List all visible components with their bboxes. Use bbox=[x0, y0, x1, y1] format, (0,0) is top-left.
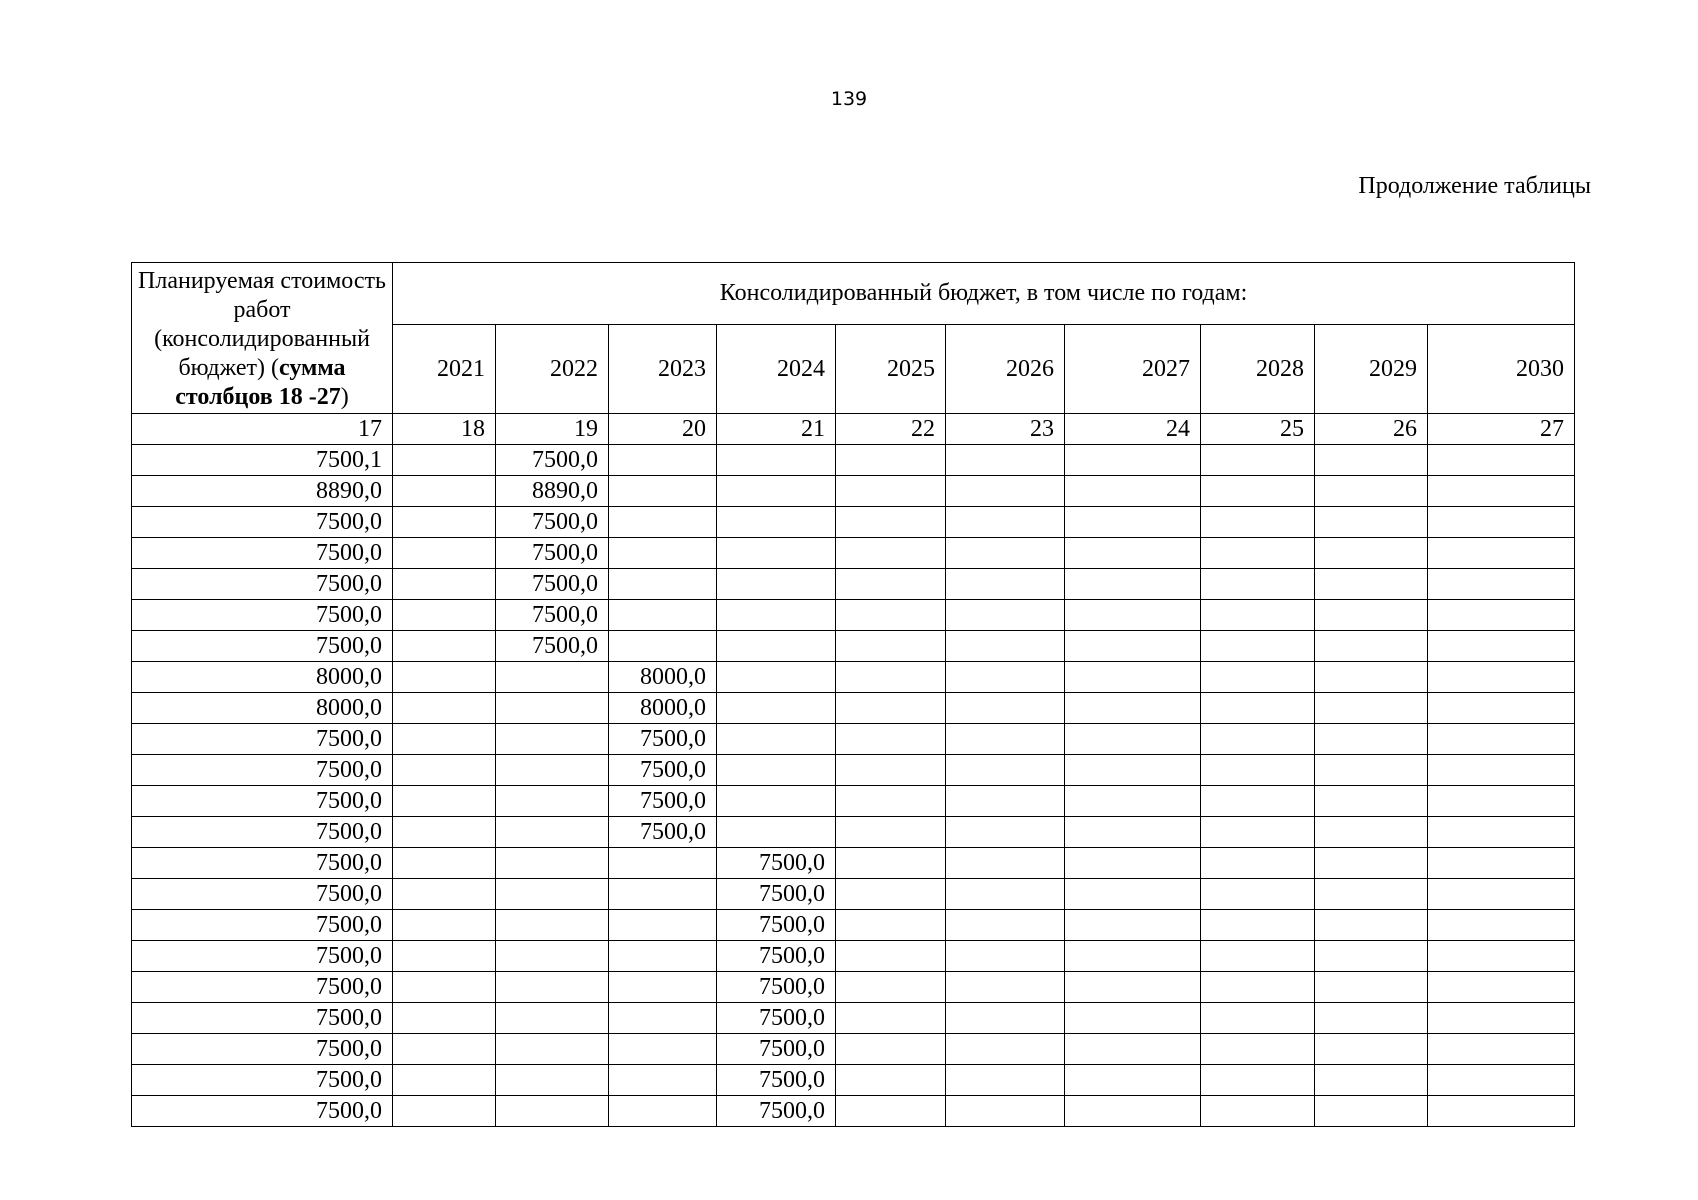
year-amount-cell bbox=[946, 879, 1065, 910]
year-amount-cell bbox=[393, 445, 496, 476]
year-amount-cell bbox=[1428, 879, 1575, 910]
year-amount-cell bbox=[1315, 755, 1428, 786]
year-amount-cell bbox=[393, 910, 496, 941]
table-row bbox=[132, 1096, 1575, 1127]
year-amount-cell: 7500,0 bbox=[717, 1003, 836, 1034]
year-amount-cell bbox=[836, 1003, 946, 1034]
year-amount-cell: 7500,0 bbox=[717, 1096, 836, 1127]
year-amount-cell bbox=[717, 724, 836, 755]
year-amount-cell bbox=[609, 507, 717, 538]
year-amount-cell: 7500,0 bbox=[717, 1034, 836, 1065]
year-amount-cell bbox=[1201, 910, 1315, 941]
year-amount-cell bbox=[1315, 600, 1428, 631]
table-row bbox=[132, 879, 1575, 910]
year-amount-cell bbox=[393, 476, 496, 507]
table-row bbox=[132, 600, 1575, 631]
year-header: 2029 bbox=[1315, 325, 1428, 414]
year-amount-cell bbox=[496, 848, 609, 879]
year-header: 2030 bbox=[1428, 325, 1575, 414]
year-amount-cell bbox=[1065, 631, 1201, 662]
table-row bbox=[132, 507, 1575, 538]
year-amount-cell bbox=[946, 724, 1065, 755]
year-header: 2023 bbox=[609, 325, 717, 414]
year-amount-cell bbox=[1065, 941, 1201, 972]
year-amount-cell: 8000,0 bbox=[609, 693, 717, 724]
year-amount-cell: 7500,0 bbox=[717, 848, 836, 879]
planned-cost-cell: 7500,0 bbox=[132, 724, 393, 755]
year-amount-cell bbox=[1201, 941, 1315, 972]
year-amount-cell bbox=[1065, 817, 1201, 848]
year-amount-cell bbox=[1201, 848, 1315, 879]
year-amount-cell bbox=[1315, 941, 1428, 972]
year-amount-cell bbox=[393, 879, 496, 910]
year-header: 2021 bbox=[393, 325, 496, 414]
planned-cost-cell: 7500,1 bbox=[132, 445, 393, 476]
year-amount-cell bbox=[1428, 1003, 1575, 1034]
table-row bbox=[132, 972, 1575, 1003]
year-amount-cell bbox=[1428, 538, 1575, 569]
year-amount-cell bbox=[1315, 1003, 1428, 1034]
year-amount-cell bbox=[1428, 662, 1575, 693]
year-amount-cell bbox=[393, 693, 496, 724]
year-amount-cell bbox=[1315, 972, 1428, 1003]
year-amount-cell: 8890,0 bbox=[496, 476, 609, 507]
year-amount-cell: 7500,0 bbox=[717, 879, 836, 910]
table-row bbox=[132, 1034, 1575, 1065]
year-amount-cell bbox=[1065, 786, 1201, 817]
year-amount-cell bbox=[836, 786, 946, 817]
year-amount-cell bbox=[836, 631, 946, 662]
year-amount-cell bbox=[1428, 941, 1575, 972]
year-header: 2026 bbox=[946, 325, 1065, 414]
year-amount-cell bbox=[717, 755, 836, 786]
year-amount-cell bbox=[836, 538, 946, 569]
year-amount-cell bbox=[836, 1096, 946, 1127]
year-amount-cell bbox=[1201, 538, 1315, 569]
year-amount-cell bbox=[946, 631, 1065, 662]
year-amount-cell bbox=[836, 848, 946, 879]
year-amount-cell bbox=[1315, 1096, 1428, 1127]
year-amount-cell bbox=[1065, 879, 1201, 910]
table-row bbox=[132, 569, 1575, 600]
year-amount-cell bbox=[836, 817, 946, 848]
year-amount-cell bbox=[1428, 786, 1575, 817]
year-amount-cell bbox=[946, 569, 1065, 600]
column-number: 23 bbox=[946, 414, 1065, 445]
year-amount-cell bbox=[717, 662, 836, 693]
year-amount-cell: 7500,0 bbox=[717, 1065, 836, 1096]
year-amount-cell bbox=[1065, 972, 1201, 1003]
year-amount-cell: 7500,0 bbox=[609, 817, 717, 848]
year-amount-cell bbox=[609, 972, 717, 1003]
year-amount-cell bbox=[609, 879, 717, 910]
year-amount-cell bbox=[609, 910, 717, 941]
year-amount-cell bbox=[496, 724, 609, 755]
year-amount-cell: 7500,0 bbox=[496, 507, 609, 538]
year-amount-cell bbox=[393, 1065, 496, 1096]
year-amount-cell: 7500,0 bbox=[496, 600, 609, 631]
year-amount-cell bbox=[1065, 507, 1201, 538]
year-amount-cell bbox=[1201, 1065, 1315, 1096]
year-amount-cell bbox=[1315, 662, 1428, 693]
year-amount-cell bbox=[1065, 910, 1201, 941]
year-amount-cell bbox=[1428, 476, 1575, 507]
year-amount-cell bbox=[946, 848, 1065, 879]
year-amount-cell bbox=[609, 1096, 717, 1127]
table-row bbox=[132, 848, 1575, 879]
year-amount-cell bbox=[717, 476, 836, 507]
table-row bbox=[132, 724, 1575, 755]
year-amount-cell bbox=[1201, 1096, 1315, 1127]
planned-cost-cell: 7500,0 bbox=[132, 755, 393, 786]
year-amount-cell bbox=[717, 786, 836, 817]
year-amount-cell bbox=[1428, 507, 1575, 538]
year-amount-cell bbox=[1201, 507, 1315, 538]
planned-cost-cell: 7500,0 bbox=[132, 1003, 393, 1034]
year-amount-cell bbox=[1315, 786, 1428, 817]
year-amount-cell bbox=[836, 755, 946, 786]
year-amount-cell bbox=[836, 1034, 946, 1065]
year-header: 2028 bbox=[1201, 325, 1315, 414]
year-amount-cell bbox=[393, 1003, 496, 1034]
year-amount-cell bbox=[1065, 848, 1201, 879]
year-amount-cell bbox=[946, 817, 1065, 848]
year-amount-cell: 7500,0 bbox=[609, 755, 717, 786]
year-amount-cell bbox=[1201, 972, 1315, 1003]
planned-cost-cell: 7500,0 bbox=[132, 848, 393, 879]
planned-cost-cell: 7500,0 bbox=[132, 1096, 393, 1127]
table-row bbox=[132, 476, 1575, 507]
column-number: 17 bbox=[132, 414, 393, 445]
year-amount-cell bbox=[496, 1003, 609, 1034]
year-amount-cell: 7500,0 bbox=[609, 786, 717, 817]
year-amount-cell: 7500,0 bbox=[496, 445, 609, 476]
year-amount-cell bbox=[1315, 507, 1428, 538]
year-amount-cell: 7500,0 bbox=[717, 941, 836, 972]
year-amount-cell bbox=[717, 445, 836, 476]
year-amount-cell bbox=[609, 1034, 717, 1065]
year-amount-cell bbox=[1065, 1003, 1201, 1034]
planned-cost-cell: 7500,0 bbox=[132, 879, 393, 910]
planned-cost-cell: 7500,0 bbox=[132, 817, 393, 848]
year-amount-cell bbox=[1428, 693, 1575, 724]
year-amount-cell bbox=[1201, 1003, 1315, 1034]
year-amount-cell bbox=[1065, 693, 1201, 724]
year-amount-cell bbox=[836, 941, 946, 972]
planned-cost-header: Планируемая стоимость работ (консолидированный бюджет) (сумма столбцов 18 -27) bbox=[132, 263, 393, 414]
year-amount-cell: 7500,0 bbox=[496, 569, 609, 600]
year-amount-cell bbox=[609, 569, 717, 600]
year-amount-cell bbox=[1315, 1065, 1428, 1096]
page-number: 139 bbox=[830, 88, 868, 110]
year-amount-cell bbox=[836, 724, 946, 755]
year-amount-cell bbox=[393, 755, 496, 786]
planned-cost-cell: 7500,0 bbox=[132, 507, 393, 538]
year-amount-cell bbox=[1065, 538, 1201, 569]
column-number: 26 bbox=[1315, 414, 1428, 445]
year-amount-cell bbox=[946, 693, 1065, 724]
year-amount-cell bbox=[1065, 662, 1201, 693]
year-amount-cell bbox=[393, 1096, 496, 1127]
year-amount-cell bbox=[946, 1096, 1065, 1127]
planned-cost-cell: 7500,0 bbox=[132, 569, 393, 600]
year-amount-cell bbox=[393, 972, 496, 1003]
year-amount-cell bbox=[717, 600, 836, 631]
year-amount-cell bbox=[946, 972, 1065, 1003]
year-amount-cell bbox=[717, 693, 836, 724]
column-number: 25 bbox=[1201, 414, 1315, 445]
year-amount-cell bbox=[946, 507, 1065, 538]
year-amount-cell bbox=[496, 693, 609, 724]
year-header: 2022 bbox=[496, 325, 609, 414]
planned-cost-cell: 7500,0 bbox=[132, 972, 393, 1003]
year-amount-cell bbox=[1065, 1096, 1201, 1127]
year-amount-cell bbox=[1315, 1034, 1428, 1065]
table-row bbox=[132, 693, 1575, 724]
year-amount-cell bbox=[496, 1096, 609, 1127]
year-amount-cell bbox=[496, 786, 609, 817]
year-amount-cell bbox=[496, 755, 609, 786]
year-amount-cell bbox=[609, 476, 717, 507]
year-amount-cell bbox=[946, 910, 1065, 941]
year-amount-cell: 7500,0 bbox=[609, 724, 717, 755]
planned-cost-cell: 7500,0 bbox=[132, 941, 393, 972]
planned-cost-header-bold: сумма столбцов 18 -27 bbox=[175, 355, 346, 410]
year-amount-cell bbox=[393, 631, 496, 662]
year-amount-cell bbox=[1315, 538, 1428, 569]
year-amount-cell bbox=[393, 538, 496, 569]
year-amount-cell bbox=[393, 941, 496, 972]
column-number: 19 bbox=[496, 414, 609, 445]
year-amount-cell bbox=[393, 724, 496, 755]
year-amount-cell bbox=[1065, 569, 1201, 600]
planned-cost-cell: 7500,0 bbox=[132, 1034, 393, 1065]
column-number: 20 bbox=[609, 414, 717, 445]
planned-cost-cell: 7500,0 bbox=[132, 910, 393, 941]
year-amount-cell: 7500,0 bbox=[496, 631, 609, 662]
year-amount-cell: 7500,0 bbox=[496, 538, 609, 569]
year-amount-cell bbox=[609, 600, 717, 631]
year-amount-cell bbox=[946, 941, 1065, 972]
year-amount-cell bbox=[1428, 569, 1575, 600]
year-amount-cell bbox=[836, 879, 946, 910]
year-amount-cell bbox=[1201, 786, 1315, 817]
year-amount-cell bbox=[717, 569, 836, 600]
year-amount-cell bbox=[946, 538, 1065, 569]
year-amount-cell bbox=[1065, 1034, 1201, 1065]
year-amount-cell bbox=[946, 600, 1065, 631]
year-amount-cell bbox=[946, 445, 1065, 476]
column-number: 27 bbox=[1428, 414, 1575, 445]
table-row bbox=[132, 1003, 1575, 1034]
year-amount-cell bbox=[836, 476, 946, 507]
year-amount-cell bbox=[1065, 600, 1201, 631]
year-amount-cell bbox=[1201, 631, 1315, 662]
year-amount-cell bbox=[1201, 879, 1315, 910]
table-row bbox=[132, 445, 1575, 476]
planned-cost-cell: 7500,0 bbox=[132, 538, 393, 569]
year-amount-cell bbox=[609, 538, 717, 569]
year-amount-cell bbox=[496, 817, 609, 848]
table-row bbox=[132, 755, 1575, 786]
year-header: 2024 bbox=[717, 325, 836, 414]
year-amount-cell bbox=[1428, 1065, 1575, 1096]
year-amount-cell bbox=[1201, 600, 1315, 631]
planned-cost-cell: 7500,0 bbox=[132, 786, 393, 817]
year-amount-cell bbox=[946, 786, 1065, 817]
year-amount-cell bbox=[836, 507, 946, 538]
year-amount-cell bbox=[1428, 848, 1575, 879]
year-amount-cell bbox=[1201, 817, 1315, 848]
planned-cost-cell: 7500,0 bbox=[132, 631, 393, 662]
year-amount-cell bbox=[1428, 910, 1575, 941]
year-amount-cell bbox=[496, 1034, 609, 1065]
consolidated-budget-header: Консолидированный бюджет, в том числе по годам: bbox=[393, 263, 1575, 325]
year-amount-cell bbox=[609, 631, 717, 662]
year-amount-cell bbox=[1201, 693, 1315, 724]
year-amount-cell bbox=[1428, 631, 1575, 662]
year-amount-cell bbox=[946, 1003, 1065, 1034]
year-amount-cell bbox=[946, 1034, 1065, 1065]
year-amount-cell bbox=[496, 910, 609, 941]
year-header: 2027 bbox=[1065, 325, 1201, 414]
planned-cost-cell: 8000,0 bbox=[132, 693, 393, 724]
year-amount-cell bbox=[836, 600, 946, 631]
year-amount-cell: 7500,0 bbox=[717, 972, 836, 1003]
year-amount-cell bbox=[496, 972, 609, 1003]
year-amount-cell bbox=[1201, 755, 1315, 786]
year-amount-cell: 8000,0 bbox=[609, 662, 717, 693]
year-amount-cell bbox=[1315, 848, 1428, 879]
year-amount-cell bbox=[1065, 755, 1201, 786]
year-amount-cell bbox=[1201, 569, 1315, 600]
year-amount-cell bbox=[609, 445, 717, 476]
year-header: 2025 bbox=[836, 325, 946, 414]
year-amount-cell bbox=[717, 631, 836, 662]
year-amount-cell bbox=[836, 569, 946, 600]
year-amount-cell bbox=[1201, 445, 1315, 476]
continuation-label: Продолжение таблицы bbox=[1358, 173, 1591, 199]
column-number: 21 bbox=[717, 414, 836, 445]
year-amount-cell bbox=[1201, 476, 1315, 507]
planned-cost-cell: 8890,0 bbox=[132, 476, 393, 507]
year-amount-cell bbox=[1428, 724, 1575, 755]
year-amount-cell bbox=[496, 662, 609, 693]
year-amount-cell bbox=[609, 941, 717, 972]
year-amount-cell bbox=[1315, 879, 1428, 910]
column-number-row bbox=[132, 414, 1575, 445]
year-amount-cell bbox=[609, 1003, 717, 1034]
year-amount-cell bbox=[946, 662, 1065, 693]
year-amount-cell: 7500,0 bbox=[717, 910, 836, 941]
budget-table bbox=[131, 262, 1575, 1127]
column-number: 24 bbox=[1065, 414, 1201, 445]
year-amount-cell bbox=[717, 817, 836, 848]
year-amount-cell bbox=[393, 1034, 496, 1065]
year-amount-cell bbox=[1315, 445, 1428, 476]
column-number: 18 bbox=[393, 414, 496, 445]
year-amount-cell bbox=[393, 786, 496, 817]
year-amount-cell bbox=[1201, 724, 1315, 755]
year-amount-cell bbox=[1428, 600, 1575, 631]
year-amount-cell bbox=[1315, 693, 1428, 724]
year-amount-cell bbox=[717, 538, 836, 569]
year-amount-cell bbox=[1428, 445, 1575, 476]
year-amount-cell bbox=[1428, 1034, 1575, 1065]
year-amount-cell bbox=[1315, 817, 1428, 848]
year-amount-cell bbox=[946, 755, 1065, 786]
table-row bbox=[132, 941, 1575, 972]
table-row bbox=[132, 631, 1575, 662]
year-amount-cell bbox=[1201, 1034, 1315, 1065]
year-amount-cell bbox=[836, 1065, 946, 1096]
year-amount-cell bbox=[836, 693, 946, 724]
year-amount-cell bbox=[717, 507, 836, 538]
table-row bbox=[132, 786, 1575, 817]
year-amount-cell bbox=[836, 662, 946, 693]
planned-cost-cell: 8000,0 bbox=[132, 662, 393, 693]
table-row bbox=[132, 1065, 1575, 1096]
year-amount-cell bbox=[1201, 662, 1315, 693]
planned-cost-cell: 7500,0 bbox=[132, 600, 393, 631]
year-amount-cell bbox=[496, 1065, 609, 1096]
year-amount-cell bbox=[836, 445, 946, 476]
year-amount-cell bbox=[393, 817, 496, 848]
year-amount-cell bbox=[946, 476, 1065, 507]
year-amount-cell bbox=[1428, 972, 1575, 1003]
table-row bbox=[132, 662, 1575, 693]
column-number: 22 bbox=[836, 414, 946, 445]
year-amount-cell bbox=[393, 507, 496, 538]
year-amount-cell bbox=[609, 1065, 717, 1096]
year-amount-cell bbox=[393, 569, 496, 600]
table-row bbox=[132, 910, 1575, 941]
year-amount-cell bbox=[609, 848, 717, 879]
year-amount-cell bbox=[1315, 476, 1428, 507]
year-amount-cell bbox=[1428, 1096, 1575, 1127]
year-amount-cell bbox=[1315, 910, 1428, 941]
table-row bbox=[132, 817, 1575, 848]
year-amount-cell bbox=[946, 1065, 1065, 1096]
year-amount-cell bbox=[393, 600, 496, 631]
year-amount-cell bbox=[1428, 755, 1575, 786]
year-amount-cell bbox=[393, 848, 496, 879]
table-row bbox=[132, 538, 1575, 569]
year-amount-cell bbox=[1428, 817, 1575, 848]
year-amount-cell bbox=[1065, 724, 1201, 755]
year-amount-cell bbox=[1065, 1065, 1201, 1096]
year-amount-cell bbox=[836, 910, 946, 941]
year-amount-cell bbox=[496, 879, 609, 910]
year-amount-cell bbox=[836, 972, 946, 1003]
year-amount-cell bbox=[496, 941, 609, 972]
year-amount-cell bbox=[1315, 724, 1428, 755]
planned-cost-cell: 7500,0 bbox=[132, 1065, 393, 1096]
year-amount-cell bbox=[393, 662, 496, 693]
year-amount-cell bbox=[1065, 476, 1201, 507]
year-amount-cell bbox=[1065, 445, 1201, 476]
year-amount-cell bbox=[1315, 569, 1428, 600]
year-amount-cell bbox=[1315, 631, 1428, 662]
